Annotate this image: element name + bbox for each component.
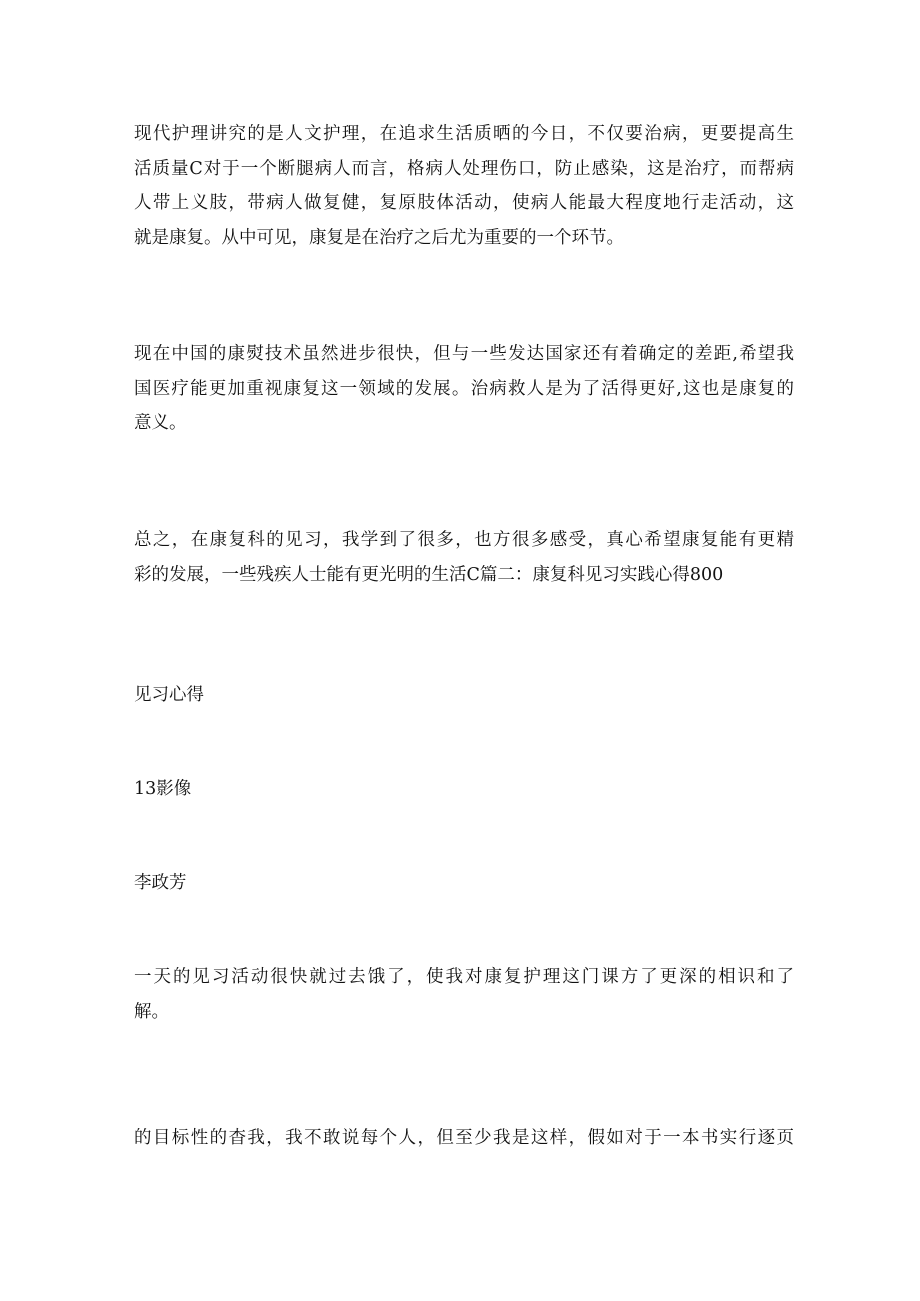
- paragraph-line: 解。: [134, 1001, 169, 1022]
- heading-text: 见习心得: [134, 685, 204, 705]
- class-label: [134, 772, 794, 807]
- paragraph-line: 的目标性的杳我，我不敢说每个人，但至少我是这样，假如对于一本书实行逐页: [134, 1128, 794, 1148]
- paragraph-line: 彩的发展，一些残疾人士能有更光明的生活C篇二：康复科见习实践心得800: [134, 564, 724, 585]
- paragraph-line: 一天的见习活动很快就过去饿了，使我对康复护理这门课方了更深的相识和了: [134, 967, 794, 987]
- paragraph-line: 意义。: [134, 413, 187, 433]
- paragraph-reading: [134, 1121, 794, 1156]
- paragraph-line: 现代护理讲究的是人文护理，在追求生活质晒的今日，不仅要治病，更要提高生: [134, 124, 794, 144]
- paragraph-day-summary: [134, 960, 794, 1029]
- paragraph-line: 人带上义肢，带病人做复健，复原肢体活动，使病人能最大程度地行走活动，这: [134, 193, 794, 213]
- paragraph-conclusion: [134, 523, 794, 592]
- paragraph-line: 总之，在康复科的见习，我学到了很多，也方很多感受，真心希望康复能有更精: [134, 530, 794, 550]
- paragraph-china-rehab: [134, 337, 794, 441]
- section-heading: [134, 678, 794, 713]
- paragraph-line: 现在中国的康熨技术虽然进步很快，但与一些发达国家还有着确定的差距,希望我: [134, 344, 794, 364]
- paragraph-line: 就是康复。从中可见，康复是在治疗之后尤为重要的一个环节。: [134, 227, 624, 248]
- author-name: [134, 866, 794, 901]
- author-text: 李政芳: [134, 873, 187, 893]
- paragraph-line: 国医疗能更加重视康复这一领域的发展。治病救人是为了活得更好,这也是康复的: [134, 378, 794, 399]
- class-text: 13影像: [134, 779, 192, 799]
- paragraph-rehab-importance: [134, 117, 794, 255]
- paragraph-line: 活质量C对于一个断腿病人而言，格病人处理伤口，防止感染，这是治疗，而帮病: [134, 158, 794, 179]
